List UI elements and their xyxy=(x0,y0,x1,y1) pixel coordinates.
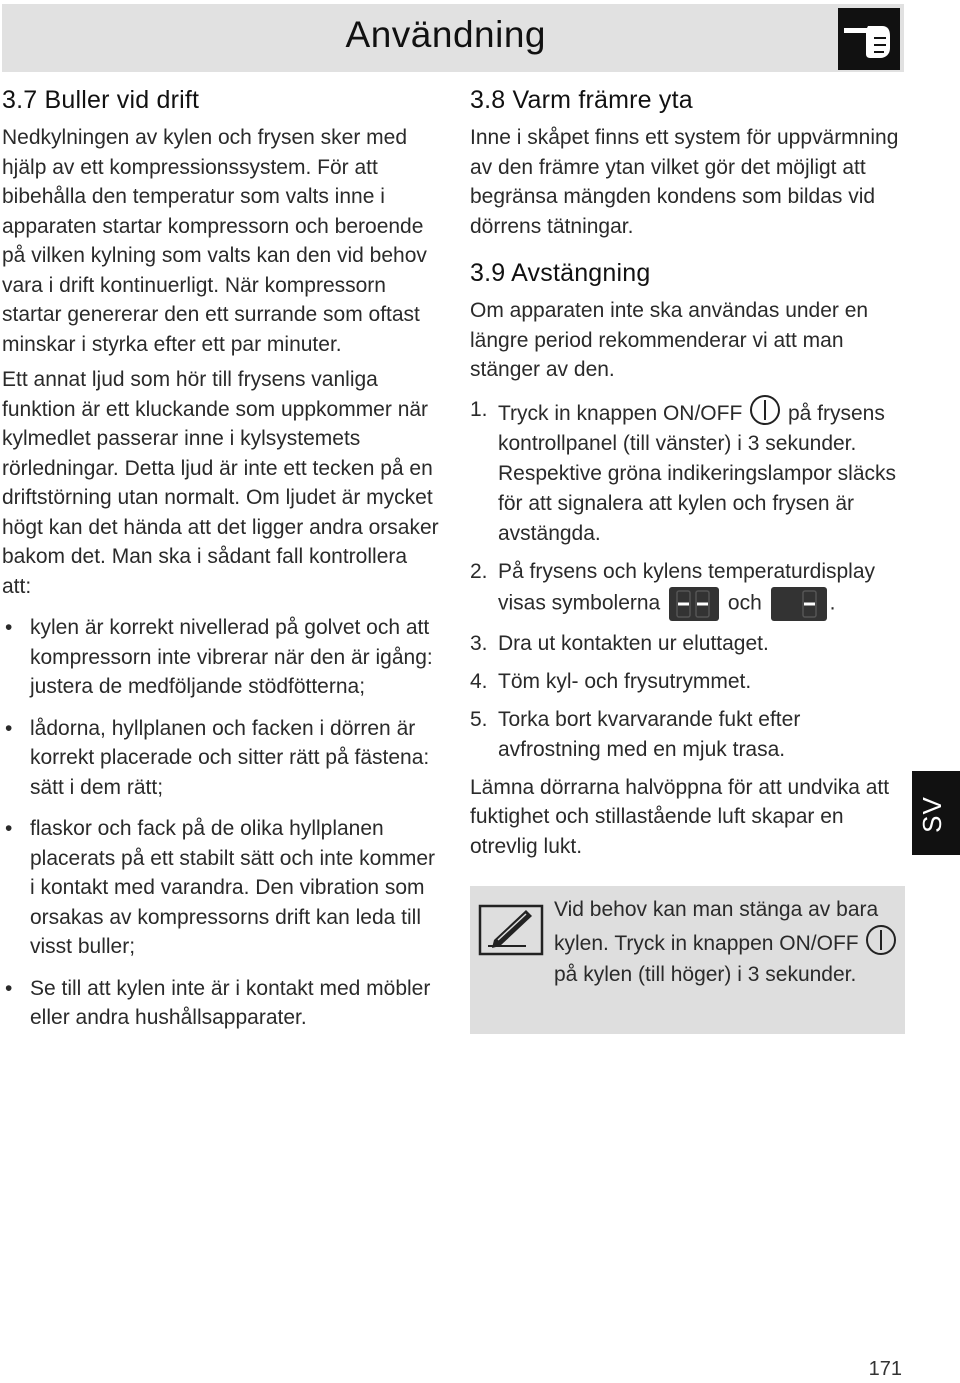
freezer-display-icon xyxy=(669,587,719,621)
step-text-end: . xyxy=(829,591,836,615)
pencil-note-icon xyxy=(476,900,546,960)
paragraph-heating: Inne i skåpet finns ett system för uppvärmning av den främre ytan vilket gör det möjligt att begränsa mängden kondens som bildas vid dörrens tätningar. xyxy=(470,126,899,238)
check-list xyxy=(2,613,442,1033)
step-number: 2. xyxy=(470,559,488,583)
step-item xyxy=(470,395,905,549)
bullet-icon: • xyxy=(5,716,13,740)
list-item-text: flaskor och fack på de olika hyllplanen placerats på ett stabilt sätt och inte kommer i kontakt med varandra. Den vibration som orsakas av kompressorns drift kan leda till visst buller; xyxy=(30,817,436,958)
power-icon xyxy=(750,395,780,425)
paragraph-compressor: Nedkylningen av kylen och frysen sker med hjälp av ett kompressionssystem. För att bibehålla den temperatur som valts inne i apparaten startar kompressorn och beroende på vilken kylning som valts kan den vid behov vara i drift kontinuerligt. När kompressorn startar genererar den ett surrande som oftast minskar i styrka efter ett par minuter. xyxy=(2,126,427,356)
note-text-a: Vid behov kan man stänga av bara kylen. Tryck in knappen ON/OFF xyxy=(554,898,879,955)
page-number: 171 xyxy=(868,1358,902,1380)
steps-list xyxy=(470,395,905,765)
list-item-text: kylen är korrekt nivellerad på golvet och att kompressorn inte vibrerar när den är igång: justera de medföljande stödfötterna; xyxy=(30,616,433,698)
language-tab-label: SV xyxy=(916,796,947,833)
step-text: På frysens och kylens temperaturdisplay visas symbolerna xyxy=(498,559,876,615)
step-text: Dra ut kontakten ur eluttaget. xyxy=(498,631,769,655)
step-number: 5. xyxy=(470,707,488,731)
step-text: och xyxy=(727,591,762,615)
list-item xyxy=(2,814,442,962)
paragraph-shutdown: Om apparaten inte ska användas under en längre period rekommenderar vi att man stänger av den. xyxy=(470,299,869,381)
step-text: Töm kyl- och frysutrymmet. xyxy=(498,669,752,693)
step-text: Tryck in knappen ON/OFF xyxy=(498,401,743,425)
fridge-display-icon xyxy=(771,587,827,621)
step-item xyxy=(470,705,905,765)
step-number: 1. xyxy=(470,397,488,421)
right-column xyxy=(470,86,905,867)
page-header xyxy=(2,4,904,72)
section-heading-buller: 3.7 Buller vid drift xyxy=(2,86,200,114)
bullet-icon: • xyxy=(5,616,13,639)
step-number: 4. xyxy=(470,669,488,693)
list-item xyxy=(2,613,442,702)
note-box xyxy=(470,886,905,1034)
list-item-text: lådorna, hyllplanen och facken i dörren är korrekt placerade och sitter rätt på fästena: sätt i dem rätt; xyxy=(30,716,430,799)
paragraph-doors: Lämna dörrarna halvöppna för att undvika att fuktighet och stillastående luft skapar en otrevlig lukt. xyxy=(470,775,890,858)
note-text xyxy=(554,894,899,990)
note-text-b: på kylen (till höger) i 3 sekunder. xyxy=(554,963,857,986)
step-item xyxy=(470,557,905,621)
pointing-hand-icon xyxy=(838,8,900,70)
language-tab xyxy=(912,771,960,855)
bullet-icon: • xyxy=(5,817,13,840)
step-item xyxy=(470,667,905,697)
power-icon xyxy=(866,925,896,955)
step-number: 3. xyxy=(470,631,488,655)
list-item-text: Se till att kylen inte är i kontakt med möbler eller andra hushållsapparater. xyxy=(30,976,431,1029)
left-column xyxy=(2,86,442,1033)
section-heading-varm: 3.8 Varm främre yta xyxy=(470,86,693,114)
paragraph-sound: Ett annat ljud som hör till frysens vanliga funktion är ett kluckande som uppkommer när kylmedlet passerar inne i kylsystemets rörledningar. Detta ljud är inte ett tecken på en driftstörning utan normalt. Om ljudet är mycket högt kan det hända att det ligger andra orsaker bakom det. Man ska i sådant fall kontrollera att: xyxy=(2,368,439,598)
step-item xyxy=(470,629,905,659)
section-heading-avstangning: 3.9 Avstängning xyxy=(470,259,651,287)
bullet-icon: • xyxy=(5,976,13,1000)
page-title: Användning xyxy=(345,14,546,55)
list-item xyxy=(2,974,442,1033)
step-text: på frysens kontrollpanel (till vänster) i 3 sekunder. Respektive gröna indikeringslampor släcks för att signalera att kylen och frysen är avstängda. xyxy=(498,401,897,545)
list-item xyxy=(2,714,442,803)
step-text: Torka bort kvarvarande fukt efter avfrostning med en mjuk trasa. xyxy=(498,707,801,761)
